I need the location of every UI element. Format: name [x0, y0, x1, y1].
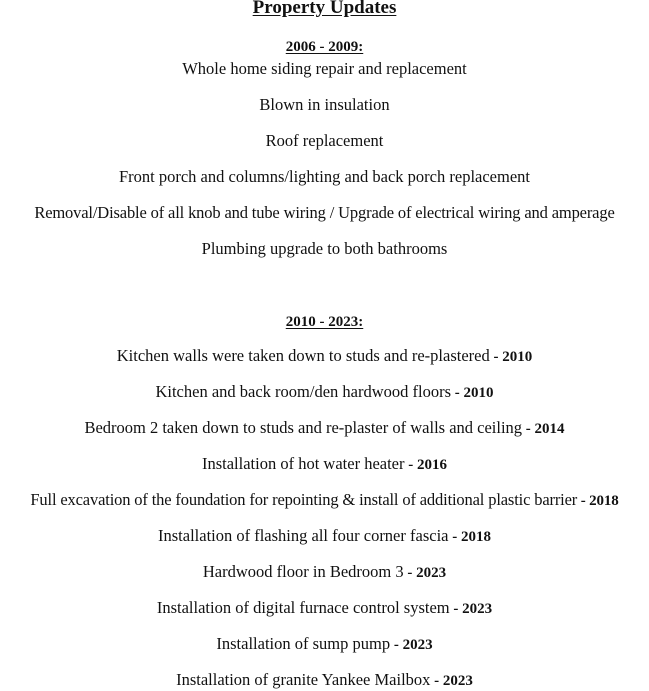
list-item: Whole home siding repair and replacement	[182, 59, 467, 78]
item-year: - 2010	[489, 349, 533, 365]
section-heading-2010-2023: 2010 - 2023:	[285, 314, 364, 330]
item-text: Kitchen walls were taken down to studs and re-plastered	[116, 346, 490, 365]
section-heading-2006-2009: 2006 - 2009:	[285, 39, 364, 55]
item-year: - 2023	[403, 565, 447, 581]
item-text: Installation of hot water heater	[201, 454, 405, 473]
item-text: Kitchen and back room/den hardwood floors	[155, 382, 452, 401]
list-item	[0, 670, 649, 691]
item-year: - 2023	[449, 601, 493, 617]
list-item: Plumbing upgrade to both bathrooms	[201, 239, 448, 258]
list-item	[0, 418, 649, 439]
list-item	[0, 454, 649, 475]
item-text: Full excavation of the foundation for repointing & install of additional plastic barrier	[30, 490, 578, 509]
item-year: - 2010	[451, 385, 494, 401]
list-item	[0, 598, 649, 619]
item-text: Installation of sump pump	[216, 634, 391, 653]
item-year: - 2018	[448, 529, 491, 545]
item-text: Installation of digital furnace control system	[156, 598, 450, 617]
item-text: Bedroom 2 taken down to studs and re-plaster of walls and ceiling	[84, 418, 523, 437]
list-item	[0, 526, 649, 547]
list-item: Roof replacement	[265, 131, 384, 150]
list-item	[0, 346, 649, 367]
item-year: - 2014	[522, 421, 565, 437]
list-item	[0, 382, 649, 403]
item-year: - 2016	[404, 457, 447, 473]
list-item	[0, 562, 649, 583]
list-item	[0, 490, 649, 511]
item-year: - 2023	[390, 637, 433, 653]
list-item: Removal/Disable of all knob and tube wiring / Upgrade of electrical wiring and amperage	[34, 203, 615, 222]
item-year: - 2018	[577, 493, 619, 509]
list-item: Front porch and columns/lighting and back porch replacement	[118, 167, 530, 186]
item-text: Installation of granite Yankee Mailbox	[176, 670, 431, 689]
item-text: Installation of flashing all four corner fascia	[158, 526, 449, 545]
list-item: Blown in insulation	[259, 95, 390, 114]
item-text: Hardwood floor in Bedroom 3	[202, 562, 404, 581]
list-item	[0, 634, 649, 655]
item-year: - 2023	[430, 673, 473, 689]
page-title: Property Updates	[252, 0, 397, 18]
